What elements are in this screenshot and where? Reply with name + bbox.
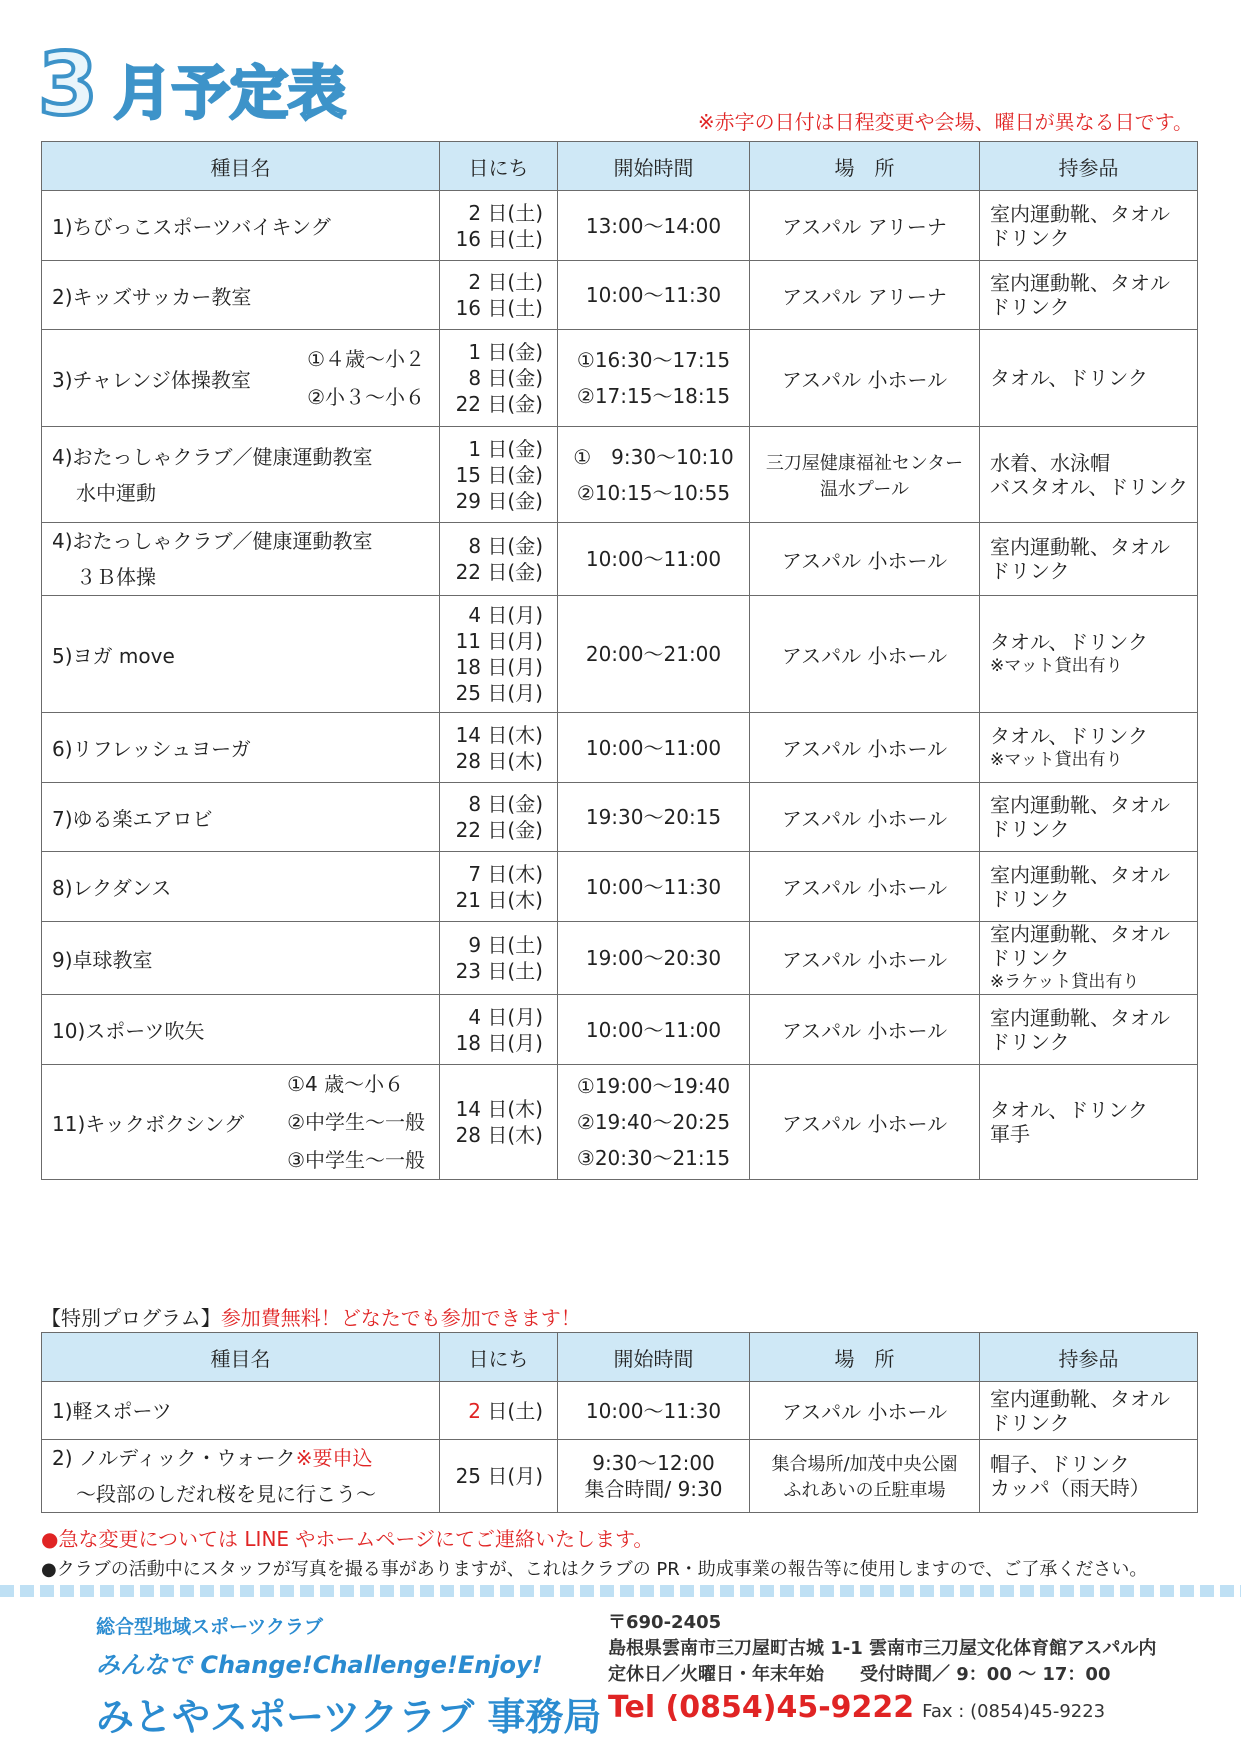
items-note: ※マット貸出有り [990,749,1123,770]
item: 室内運動靴、タオル [990,271,1170,295]
place-cell [750,330,980,427]
date-day: 25 [455,1464,482,1488]
header-name: 種目名 [42,1333,440,1382]
date: 8 日(金) [468,366,543,390]
table-row [42,1065,1198,1180]
start-time: 10:00〜11:00 [585,735,722,760]
start-time: ②17:15〜18:15 [576,384,731,408]
items-cell [980,427,1198,523]
place-cell [750,523,980,596]
date-weekday: 日(土) [481,1398,543,1423]
time-cell [558,852,750,922]
header-items: 持参品 [980,142,1198,191]
items-cell [980,523,1198,596]
org-type: 総合型地域スポーツクラブ [96,1616,324,1638]
time-cell [558,922,750,995]
place: アスパル 小ホール [781,947,948,972]
title-month: 3 [38,35,96,135]
title-text: 月予定表 [113,59,346,127]
place: アスパル 小ホール [781,737,948,761]
place-cell [750,852,980,922]
program-name: 5)ヨガ move [52,643,175,668]
item: タオル、ドリンク [990,1098,1148,1122]
header-items: 持参品 [980,1333,1198,1382]
special-note: 参加費無料！どなたでも参加できます！ [220,1306,581,1330]
date-cell [440,523,558,596]
date: 18 日(月) [455,1030,543,1055]
item: 帽子、ドリンク [990,1452,1130,1476]
date: 22 日(金) [455,818,543,842]
place-cell [750,995,980,1065]
date: 15 日(金) [455,462,543,487]
item: 室内運動靴、タオル [990,1386,1170,1411]
program-name: 4)おたっしゃクラブ／健康運動教室 [52,529,373,553]
date-cell [440,783,558,852]
place-cell [750,596,980,713]
age-group: ②小３〜小６ [307,385,425,409]
program-name: 9)卓球教室 [52,947,153,972]
date: 7 日(木) [468,861,543,886]
program-subname: ３Ｂ体操 [76,565,156,589]
place: アスパル 小ホール [781,1019,948,1043]
program-subname: 〜段部のしだれ桜を見に行こう〜 [76,1482,376,1506]
program-name-cell [42,995,440,1065]
place: アスパル 小ホール [781,643,948,668]
place-cell [750,261,980,330]
place-cell [750,922,980,995]
date-day: 2 [468,1398,482,1423]
org-slogan: みんなで Change!Challenge!Enjoy! [96,1651,543,1679]
program-name-group [52,1065,439,1179]
registration-required: ※要申込 [295,1446,373,1470]
hours: 定休日／火曜日・年末年始 受付時間／ 9：00 〜 17：00 [608,1664,1111,1685]
time-cell [558,427,750,523]
item: 室内運動靴、タオル [990,1005,1170,1030]
date-cell [440,330,558,427]
item: ドリンク [990,946,1070,970]
age-group: ①4 歳〜小６ [287,1072,405,1096]
table-row [42,596,1198,713]
date-cell [440,995,558,1065]
date-cell [440,191,558,261]
items-cell [980,783,1198,852]
program-name-line [52,1440,439,1476]
table-row [42,783,1198,852]
date: 2 日(土) [468,270,543,294]
org-address [608,1610,1156,1688]
date: 28 日(木) [455,1123,543,1147]
item: ドリンク [990,817,1070,841]
item: 室内運動靴、タオル [990,793,1170,817]
table-row [42,713,1198,783]
contact-phone [608,1690,1105,1725]
program-name-group [52,523,439,595]
time-cell [558,596,750,713]
item: ドリンク [990,559,1070,583]
place-cell [750,191,980,261]
date: 9 日(土) [468,933,543,957]
header-date: 日にち [440,1333,558,1382]
time-cell [558,261,750,330]
start-time: 10:00〜11:00 [585,547,722,571]
start-time: 集合時間/ 9:30 [584,1477,723,1501]
items-cell [980,191,1198,261]
start-time: 10:00〜11:30 [585,1398,722,1423]
place: 温水プール [819,478,910,500]
time-cell [558,1382,750,1440]
special-table [41,1332,1198,1513]
item: ドリンク [990,1410,1070,1435]
date-cell [440,922,558,995]
start-time: ③20:30〜21:15 [576,1146,731,1170]
program-name-cell [42,191,440,261]
date-cell [440,1440,558,1513]
item: ドリンク [990,225,1070,250]
place-cell [750,1382,980,1440]
date: 8 日(金) [468,792,543,816]
program-name-cell [42,1440,440,1513]
postal-code: 〒690-2405 [608,1612,722,1633]
start-time: 13:00〜14:00 [585,213,722,238]
date: 14 日(木) [455,722,543,747]
items-cell [980,852,1198,922]
date: 22 日(金) [455,560,543,584]
date-cell [440,427,558,523]
header-time: 開始時間 [558,1333,750,1382]
page-title [38,28,346,135]
table-header [42,142,1198,191]
org-logo [96,1612,601,1741]
table-row [42,922,1198,995]
items-cell [980,261,1198,330]
program-name-cell [42,427,440,523]
program-name-cell [42,1065,440,1180]
program-name-cell [42,783,440,852]
time-cell [558,191,750,261]
place: アスパル 小ホール [781,876,948,900]
program-name: 7)ゆる楽エアロビ [52,806,213,831]
place-cell [750,427,980,523]
program-name-cell [42,852,440,922]
header-time: 開始時間 [558,142,750,191]
date: 16 日(土) [455,226,543,251]
item: 軍手 [990,1122,1030,1146]
date-cell [440,1065,558,1180]
items-cell [980,713,1198,783]
program-name: 2)キッズサッカー教室 [52,284,252,309]
place: アスパル アリーナ [782,215,947,239]
start-time: 19:00〜20:30 [585,946,722,970]
program-name: 8)レクダンス [52,876,172,900]
date-cell [440,596,558,713]
special-program-heading [41,1302,581,1331]
photo-notice: ●クラブの活動中にスタッフが写真を撮る事がありますが、これはクラブの PR・助成事業の報告等に使用しますので、ご了承ください。 [41,1559,1148,1580]
items-cell [980,330,1198,427]
place-cell [750,1065,980,1180]
items-cell [980,1382,1198,1440]
change-notice-text: ●急な変更については LINE やホームページにてご連絡いたします。 [41,1527,654,1551]
place: アスパル 小ホール [781,1400,948,1424]
date-cell [440,713,558,783]
place: アスパル アリーナ [782,284,947,309]
date: 21 日(木) [455,887,543,912]
time-cell [558,1065,750,1180]
table-row [42,261,1198,330]
start-time: 20:00〜21:00 [585,642,722,666]
item: 室内運動靴、タオル [990,201,1170,226]
item: 室内運動靴、タオル [990,862,1170,887]
header-place: 場 所 [750,142,980,191]
items-note: ※マット貸出有り [990,656,1123,676]
program-name: 2) ノルディック・ウォーク [52,1446,296,1470]
program-name: 1)軽スポーツ [52,1398,172,1423]
program-name-cell [42,596,440,713]
table-row [42,523,1198,596]
item: ドリンク [990,295,1070,319]
table-row [42,852,1198,922]
program-name-cell [42,713,440,783]
item: バスタオル、ドリンク [990,474,1188,499]
dotted-divider [0,1585,1241,1597]
date: 16 日(土) [455,296,543,320]
place: 集合場所/加茂中央公園 [771,1454,958,1475]
date: 14 日(木) [455,1097,543,1121]
place: ふれあいの丘駐車場 [783,1480,946,1501]
items-cell [980,1065,1198,1180]
schedule-table [41,141,1198,1180]
items-cell [980,922,1198,995]
date: 1 日(金) [468,436,543,461]
table-row [42,995,1198,1065]
place-cell [750,713,980,783]
place-cell [750,1440,980,1513]
place: 三刀屋健康福祉センター [765,452,964,474]
time-cell [558,523,750,596]
special-label: 【特別プログラム】 [41,1306,221,1330]
start-time: 10:00〜11:30 [585,874,722,899]
items-cell [980,1440,1198,1513]
program-name-line [52,1393,439,1429]
program-name-group [52,1393,439,1429]
table-row [42,1440,1198,1513]
start-time: ① 9:30〜10:10 [573,444,734,469]
date-weekday: 日(月) [481,1464,543,1488]
start-time: ②19:40〜20:25 [576,1110,731,1134]
items-note: ※ラケット貸出有り [990,972,1140,992]
time-cell [558,995,750,1065]
place-cell [750,783,980,852]
date-cell [440,1382,558,1440]
special-table-header [42,1333,1198,1382]
change-notice [41,1523,653,1552]
age-group: ②中学生〜一般 [287,1110,425,1134]
item: タオル、ドリンク [990,630,1148,654]
item: カッパ（雨天時） [990,1476,1150,1500]
time-cell [558,783,750,852]
program-name-cell [42,523,440,596]
table-row [42,191,1198,261]
start-time: ②10:15〜10:55 [576,480,731,505]
table-row [42,1382,1198,1440]
table-row [42,330,1198,427]
age-group: ③中学生〜一般 [287,1148,425,1172]
item: ドリンク [990,886,1070,911]
date: 18 日(月) [455,655,543,679]
program-name-group [52,340,439,416]
program-name-cell [42,1382,440,1440]
date: 25 日(月) [455,681,543,705]
start-time: 10:00〜11:00 [585,1017,722,1042]
item: 室内運動靴、タオル [990,535,1170,559]
date: 4 日(月) [468,1004,543,1029]
items-cell [980,596,1198,713]
program-name-group [52,1440,439,1512]
start-time: ①16:30〜17:15 [576,348,731,372]
header-name: 種目名 [42,142,440,191]
table-row [42,427,1198,523]
program-name-cell [42,330,440,427]
start-time: 9:30〜12:00 [592,1451,715,1475]
time-cell [558,713,750,783]
date: 28 日(木) [455,748,543,773]
date: 1 日(金) [468,340,543,364]
start-time: 19:30〜20:15 [585,805,722,829]
program-name: 1)ちびっこスポーツバイキング [52,215,331,239]
date-cell [440,261,558,330]
header-place: 場 所 [750,1333,980,1382]
place: アスパル 小ホール [781,367,948,392]
date: 23 日(土) [455,959,543,983]
fax-number: Fax : (0854)45-9223 [922,1701,1106,1722]
items-cell [980,995,1198,1065]
time-cell [558,330,750,427]
date: 2 日(土) [468,200,543,225]
program-name: 10)スポーツ吹矢 [52,1019,205,1043]
program-subname: 水中運動 [76,480,156,505]
program-name: 11)キックボクシング [52,1111,244,1136]
start-time: 10:00〜11:30 [585,283,722,307]
item: ドリンク [990,1029,1070,1054]
program-name: 3)チャレンジ体操教室 [52,367,251,392]
red-date-notice: ※赤字の日付は日程変更や会場、曜日が異なる日です。 [697,110,1193,134]
date: 29 日(金) [455,488,543,513]
place: アスパル 小ホール [781,548,948,573]
item: タオル、ドリンク [990,723,1148,748]
place: アスパル 小ホール [781,806,948,831]
place: アスパル 小ホール [781,1111,948,1136]
date: 11 日(月) [455,629,543,653]
item: タオル、ドリンク [990,366,1148,390]
program-name-cell [42,922,440,995]
org-name: みとやスポーツクラブ 事務局 [96,1695,602,1739]
program-name: 6)リフレッシュヨーガ [52,737,251,761]
program-name-cell [42,261,440,330]
date: 22 日(金) [455,392,543,416]
tel-number[interactable]: Tel (0854)45-9222 [608,1690,915,1725]
program-name: 4)おたっしゃクラブ／健康運動教室 [52,444,373,469]
time-cell [558,1440,750,1513]
date: 4 日(月) [468,603,543,627]
address: 島根県雲南市三刀屋町古城 1-1 雲南市三刀屋文化体育館アスパル内 [608,1638,1157,1659]
program-age-groups [287,1065,439,1179]
header-date: 日にち [440,142,558,191]
item: 水着、水泳帽 [990,450,1110,475]
age-group: ①４歳〜小２ [307,347,425,371]
program-age-groups [307,340,439,416]
date-cell [440,852,558,922]
program-name-group [52,439,439,511]
start-time: ①19:00〜19:40 [576,1074,731,1098]
date: 8 日(金) [468,534,543,558]
item: 室内運動靴、タオル [990,922,1170,946]
